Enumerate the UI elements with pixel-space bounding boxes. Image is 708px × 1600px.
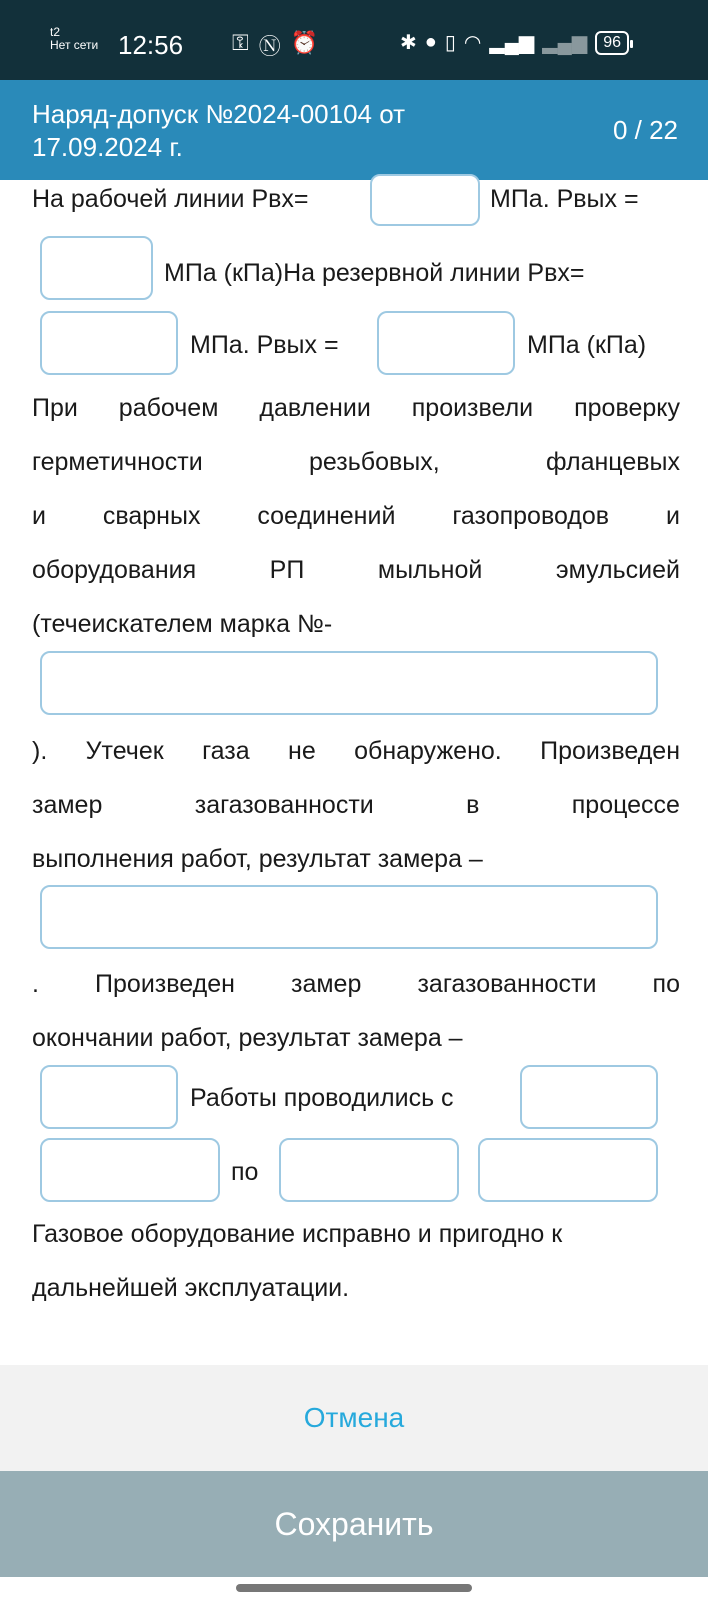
cancel-button[interactable]: Отмена [0,1365,708,1471]
gesture-handle[interactable] [236,1584,472,1592]
progress-counter: 0 / 22 [612,115,678,145]
word: герметичности [32,448,203,476]
status-bar [0,0,708,80]
text-line [32,393,680,423]
nfc-icon: Ⓝ [258,34,281,59]
word: резьбовых, [309,448,440,476]
works-from-date-input[interactable] [520,1065,658,1129]
word: замер [291,970,362,998]
status-icons-right [400,30,629,55]
word: не [288,737,316,765]
text-line [32,969,680,999]
clock: 12:56 [118,30,184,60]
label-reserve-line-pout: МПа. Рвых = [190,331,339,359]
word: сварных [102,502,201,530]
word: загазованности [417,970,597,998]
word: РП [269,556,305,584]
works-from-time-input[interactable] [40,1138,220,1202]
text-line [32,501,680,531]
word: газопроводов [452,502,610,530]
key-icon: ⚿ [232,30,249,55]
word: фланцевых [545,448,680,476]
gas-measure-during-input[interactable] [40,885,658,949]
label-gas-measure-during: выполнения работ, результат замера – [32,845,483,873]
leak-detector-input[interactable] [40,651,658,715]
text-line [32,790,680,820]
word: и [666,502,680,530]
word: газа [202,737,250,765]
navigation-bar [0,1577,708,1600]
carrier-name: t2 [50,25,61,39]
label-reserve-line-pin: МПа (кПа)На резервной линии Рвх= [164,259,585,287]
word: оборудования [32,556,197,584]
page-title: Наряд-допуск №2024-00104 от 17.09.2024 г. [32,99,406,162]
reserve-line-pin-input[interactable] [40,311,178,375]
word: Произведен [95,970,235,998]
location-icon: ● [424,31,437,53]
text-line: дальнейшей эксплуатации. [32,1274,350,1302]
word: Произведен [540,737,680,765]
works-to-time-input[interactable] [478,1138,658,1202]
battery-icon: 96 [595,31,629,55]
signal-icon: ▂▄▆ [489,32,535,54]
word: эмульсией [555,556,680,584]
alarm-icon: ⏰ [290,30,319,55]
form-content [0,180,708,1360]
word: обнаружено. [354,737,502,765]
bluetooth-icon: ✱ [400,32,417,54]
status-icons-left [232,30,318,61]
word: давлении [259,394,371,422]
word: . [32,970,39,998]
text-line [32,736,680,766]
work-line-pout-input[interactable] [40,236,153,300]
word: При [32,394,78,422]
word: и [32,502,46,530]
word: ). [32,737,48,765]
signal-no-service-icon: ▂▄▆ [542,32,588,54]
word: процессе [571,791,680,819]
carrier-info [50,26,98,52]
label-work-line-pout: МПа. Рвых = [490,185,639,213]
text-line [32,555,680,585]
label-work-line-pin: На рабочей линии Рвх= [32,185,309,213]
works-to-date-input[interactable] [279,1138,459,1202]
label-works-from: Работы проводились с [190,1084,454,1112]
reserve-line-pout-input[interactable] [377,311,515,375]
word: произвели [411,394,534,422]
label-leak-detector: (течеискателем марка №- [32,610,333,638]
app-bar [0,80,708,180]
wifi-icon: ◠ [463,32,482,54]
word: Утечек [85,737,164,765]
word: соединений [257,502,396,530]
label-to: по [231,1158,259,1186]
label-gas-measure-after: окончании работ, результат замера – [32,1024,463,1052]
word: мыльной [377,556,483,584]
word: замер [32,791,103,819]
word: загазованности [194,791,374,819]
work-line-pin-input[interactable] [370,174,480,226]
vibrate-icon: ▯ [444,32,456,54]
word: рабочем [118,394,219,422]
save-button[interactable]: Сохранить [0,1471,708,1577]
gas-measure-after-input[interactable] [40,1065,178,1129]
label-unit-kpa: МПа (кПа) [527,331,647,359]
word: по [652,970,680,998]
word: в [466,791,480,819]
text-line [32,447,680,477]
word: проверку [574,394,680,422]
network-status: Нет сети [50,38,99,52]
text-line: Газовое оборудование исправно и пригодно к [32,1220,563,1248]
